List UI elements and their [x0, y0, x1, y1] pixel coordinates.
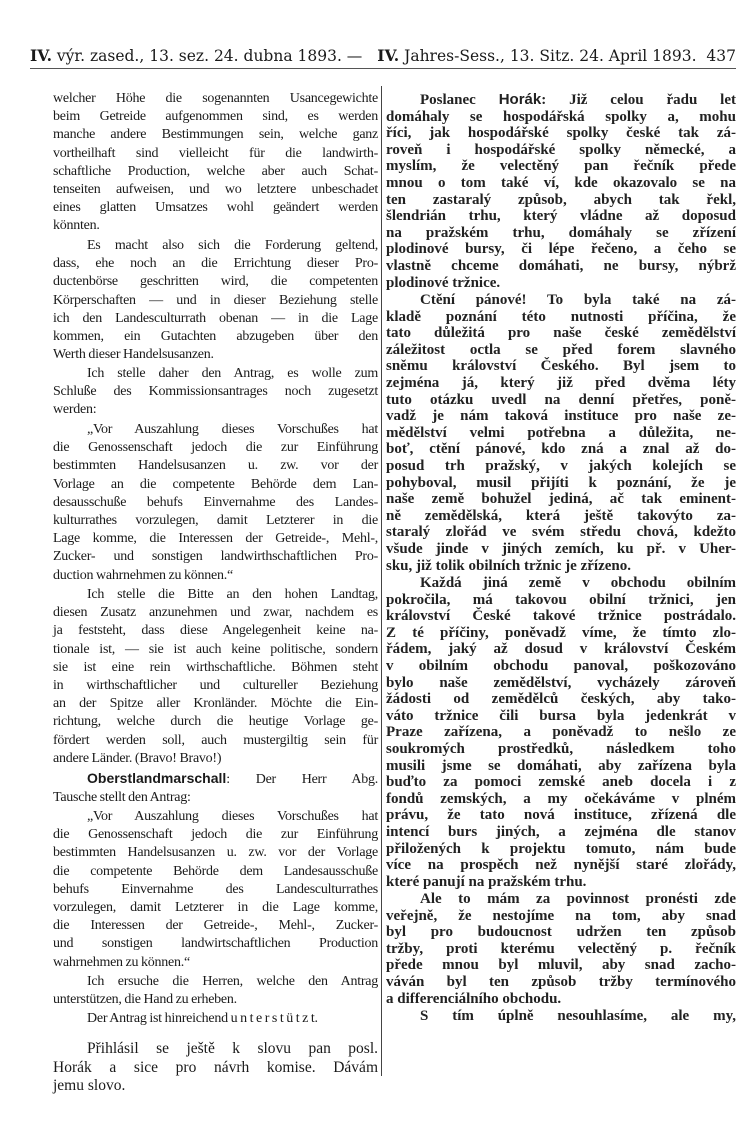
paragraph	[386, 1008, 736, 1025]
text-line: sie ist eine rein wirthschaftliche. Böhmen steht	[53, 659, 378, 675]
text-line: dass, ehe noch an die Errichtung dieser Pro-	[53, 256, 378, 272]
text-line: bestimmten Handelsusanzen u. zw. vor der	[53, 458, 378, 474]
text-line: váván byl ten způsob tržby termínového	[386, 973, 736, 990]
text-line: vadž je nám taková instituce pro naše ze-	[386, 408, 736, 425]
text-line: Ich stelle daher den Antrag, es wolle zum	[87, 366, 378, 381]
text-line: vlastně chceme domáhati, ne bursy, nýbrž	[386, 257, 736, 274]
text-line: Werth dieser Handelsusanzen.	[53, 347, 214, 363]
text-line: „Vor Auszahlung dieses Vorschußes hat	[87, 809, 378, 824]
text-line: fondů zemských, a my očekáváme v plném	[386, 790, 736, 807]
text-line: kladě poznání této nutnosti příčina, že	[386, 308, 736, 325]
text-line: mnou o tom také ví, kde okazovalo se na	[386, 174, 736, 191]
paragraph	[53, 90, 378, 236]
text-line: a differenciálního obchodu.	[386, 990, 562, 1007]
speaker-title: Poslanec	[420, 92, 499, 108]
text-line: pokročila, má takovou obilní tržnici, jen	[386, 591, 736, 608]
text-line: ten zastaralý způsob, abych tak řekl,	[386, 191, 736, 208]
text-line: die Genossenschaft jedoch die zur Einführung	[53, 440, 378, 456]
text-line: záležitost octla se před forem slavného	[386, 341, 736, 358]
text-line: Körperschaften — und in dieser Beziehung stelle	[53, 292, 378, 308]
paragraph	[53, 421, 378, 585]
text-line: Každá jiná země v obchodu obilním	[420, 575, 736, 591]
text-line: sněmu království Českého. Byl jsem to	[386, 358, 736, 375]
text-line: Ich ersuche die Herren, welche den Antrag	[87, 974, 378, 989]
page-number: 437	[706, 47, 736, 65]
text-line: diesen Zusatz anzunehmen und zwar, nachdem es	[53, 605, 378, 621]
text-line: wahrnehmen zu können.“	[53, 954, 190, 970]
text-line: unterstützen, die Hand zu erheben.	[53, 992, 237, 1008]
text-line: behufs Einvernahme des Landesculturrathes	[53, 881, 378, 897]
paragraph	[53, 769, 378, 807]
paragraph	[386, 92, 736, 291]
paragraph	[53, 1010, 378, 1028]
text-line: manche andere Bestimmungen sein, welche ganz	[53, 127, 378, 143]
text-line: byl pro budoucnost udržen ten způsob	[386, 924, 736, 941]
column-divider	[381, 86, 382, 1076]
text-line: království České takové tržnice postrádalo.	[386, 608, 736, 625]
paragraph	[53, 1040, 378, 1096]
text-line: ductenbörse geschritten wird, die competenten	[53, 274, 378, 290]
text-line: veřejně, že nestojíme na tom, aby snad	[386, 907, 736, 924]
text-line: bestimmten Handelsusanzen u. zw. vor der Vorlage	[53, 845, 378, 861]
text-line: na pražském trhu, domáhaly se zřízení	[386, 224, 736, 241]
text-line: tato důležitá pro naše české zemědělství	[386, 325, 736, 342]
text-line: und sonstigen landwirtschaftlichen Production	[53, 936, 378, 952]
text-line: ja feststeht, dass diese Angelegenheit keine na-	[53, 623, 378, 639]
text-line: myslím, že velectěný pan řečník přede	[386, 158, 736, 175]
text-line: řádem, jaký až dosud v království Českém	[386, 641, 736, 658]
text-line: plodinové bursy, či lépe řečeno, a čeho se	[386, 241, 736, 258]
text-line: zejména já, který již před dvěma léty	[386, 374, 736, 391]
text-line: musili jsme se domáhati, aby zařízena byla	[386, 757, 736, 774]
text-line: mědělství velmi potřebna a důležita, ne-	[386, 424, 736, 441]
text-line: přiložených k projektu tomuto, nám bude	[386, 840, 736, 857]
text-line: buďto za pomoci zemské aneb docela i z	[386, 774, 736, 791]
text-line: všude jinde v jiných zemích, ku př. v Uher-	[386, 540, 736, 557]
text-line: Horák a sice pro návrh komise. Dávám	[53, 1058, 378, 1076]
text-line: kulturrathes vorzulegen, damit Letzterer in die	[53, 513, 378, 529]
text-line: domáhaly se hospodářská spolky a, mohu	[386, 108, 736, 125]
header-german	[377, 46, 736, 65]
text-line: Z té příčiny, poněvadž víme, že tímto zlo-	[386, 624, 736, 641]
text-line: roveň i hospodářské spolky německé, a	[386, 141, 736, 158]
running-header	[30, 44, 736, 69]
paragraph	[53, 973, 378, 1009]
text-line: právu, že tato nová instituce, zřízená dle	[386, 807, 736, 824]
text-line: sku, již tolik obilních tržnic je zřízeno.	[386, 557, 631, 574]
text-line: Lage komme, die Interessen der Getreide-, Mehl-,	[53, 531, 378, 547]
text-line: ně zemědělská, která ještě takovýto za-	[386, 507, 736, 524]
text-line: andere Länder. (Bravo! Bravo!)	[53, 750, 222, 766]
paragraph	[386, 292, 736, 574]
text-line: Přihlásil se ještě k slovu pan posl.	[87, 1040, 378, 1057]
text-line: staralý zlořád ve svém středu chová, kdežto	[386, 524, 736, 541]
text-line: S tím úplně nesouhlasíme, ale my,	[420, 1008, 736, 1024]
text-line	[53, 769, 378, 789]
text-line: duction wahrnehmen zu können.“	[53, 567, 233, 583]
text-line: Tausche stellt den Antrag:	[53, 790, 191, 806]
text-line: werden:	[53, 402, 97, 418]
paragraph	[53, 365, 378, 420]
speaker-name: Horák	[498, 91, 542, 108]
text-line: Ctění pánové! To byla také na zá-	[420, 292, 736, 308]
text-line: které panují na pražském trhu.	[386, 873, 587, 890]
text-line: Zucker- und sonstigen landwirthschaftlichen Pro-	[53, 549, 378, 565]
text-line: die Genossenschaft jedoch die zur Einführung	[53, 827, 378, 843]
text-line: fördert werden soll, auch mustergiltig sein für	[53, 732, 378, 748]
text-line: an der Spitze aller Kronländer. Möchte die Ein-	[53, 696, 378, 712]
paragraph	[386, 891, 736, 1007]
text-line: die competente Behörde dem Landesausschuße	[53, 863, 378, 879]
speaker-name: Oberstlandmarschall	[87, 770, 227, 786]
text-line: plodinové tržnice.	[386, 274, 501, 291]
text-line: Der Antrag ist hinreichend u n t e r s t ü t z t.	[87, 1011, 318, 1026]
text-line: Ich stelle die Bitte an den hohen Landtag,	[87, 587, 378, 602]
text-line: tenseiten aufweisen, und wo letztere unbeschadet	[53, 182, 378, 198]
text-line: bylo naše zemědělství, vycházely zároveň	[386, 674, 736, 691]
text-line: in wirthschaftlicher und cultureller Beziehung	[53, 678, 378, 694]
text-line: schaftliche Production, welche aber auch Schat-	[53, 163, 378, 179]
text-line: váto tržnice čili bursa byla jedenkrát v	[386, 707, 736, 724]
text-line: tionale ist, — sie ist auch keine politische, sondern	[53, 641, 378, 657]
text-line: Praze zařízena, a poněvadž to nešlo ze	[386, 724, 736, 741]
text-line: richtung, welche durch die heutige Vorlage ge-	[53, 714, 378, 730]
paragraph	[53, 237, 378, 364]
text-line: soukromých prostředků, následkem toho	[386, 740, 736, 757]
text-line: vorzulegen, damit Letzterer in die Lage komme,	[53, 900, 378, 916]
paragraph	[53, 808, 378, 972]
header-session-de: Jahres-Sess., 13. Sitz. 24. April 1893.	[404, 47, 697, 65]
text-line: posud trh pražský, v jakých kolejích se	[386, 457, 736, 474]
text-line: říci, jak hospodářské spolky české tak zá-	[386, 125, 736, 142]
header-czech	[30, 46, 362, 65]
text-line	[386, 92, 736, 109]
text-line: tržby, proti kterému velectěný p. řečník	[386, 940, 736, 957]
line-text: : Již celou řadu let	[541, 92, 737, 108]
paragraph	[386, 575, 736, 890]
text-line: „Vor Auszahlung dieses Vorschußes hat	[87, 422, 378, 437]
header-volume-cz: IV.	[30, 46, 52, 65]
text-line: více na prospěch než nynější staré zlořády,	[386, 857, 736, 874]
text-line: eines glatten Umsatzes wohl geändert werden	[53, 200, 378, 216]
text-line: Vorlage an die competente Behörde dem Lan-	[53, 476, 378, 492]
text-line: tuto otázku uvedl na denní přetřes, poně-	[386, 391, 736, 408]
text-line: Schluße des Kommissionsantrages noch zugesetzt	[53, 384, 378, 400]
header-volume-de: IV.	[377, 46, 400, 65]
text-line: šlendrián trhu, který vládne až doposud	[386, 208, 736, 225]
text-line: vortheilhaft sind vielleicht für die landwirth-	[53, 145, 378, 161]
text-line: boť, ctění pánové, kdo zná a znal až do-	[386, 441, 736, 458]
text-line: jemu slovo.	[53, 1077, 126, 1095]
text-line: Ale to mám za povinnost pronésti zde	[420, 891, 736, 907]
text-line: ich den Landesculturrath obenan — in die Lage	[53, 310, 378, 326]
paragraph	[53, 586, 378, 768]
text-line: die Interessen der Getreide-, Mehl-, Zucker-	[53, 918, 378, 934]
text-line: könnten.	[53, 218, 100, 234]
text-line: v obilním obchodu panoval, poškozováno	[386, 657, 736, 674]
text-line: beim Getreide aufgenommen sind, es werden	[53, 109, 378, 125]
text-line: pohyboval, musil přijíti k poznání, že je	[386, 474, 736, 491]
text-line: žádosti od zemědělců českých, aby tako-	[386, 691, 736, 708]
text-line: kommen, ein Gutachten abzugeben über den	[53, 329, 378, 345]
header-session-cz: výr. zased., 13. sez. 24. dubna 1893. —	[56, 47, 363, 65]
text-line: intencí burs jiných, a zejména dle stanov	[386, 823, 736, 840]
text-line: Es macht also sich die Forderung geltend,	[87, 238, 378, 253]
text-line: naše země bohužel jediná, ač tak eminent-	[386, 491, 736, 508]
line-text: : Der Herr Abg.	[226, 772, 378, 787]
text-line: přede mnou byl mluvil, aby snad zacho-	[386, 957, 736, 974]
text-line: welcher Höhe die sogenannten Usancegewichte	[53, 91, 378, 106]
text-line: desausschuße behufs Einvernahme des Landes-	[53, 494, 378, 510]
